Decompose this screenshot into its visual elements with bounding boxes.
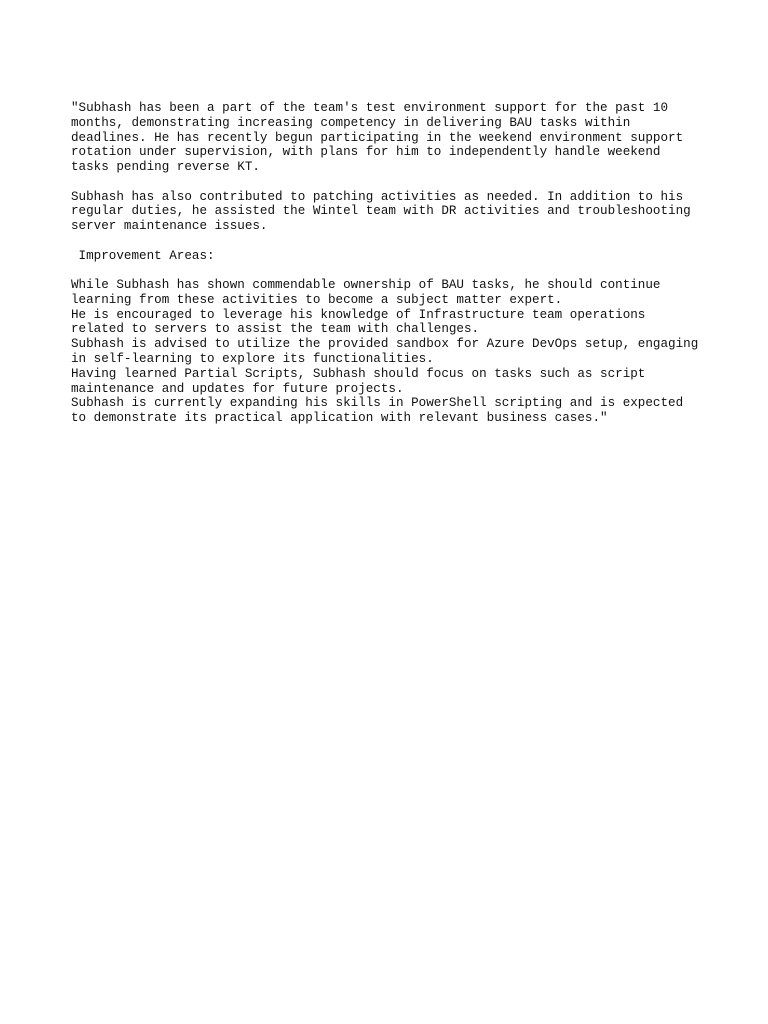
text-line: related to servers to assist the team with challenges. <box>71 322 480 337</box>
improvement-areas-heading: Improvement Areas: <box>71 248 215 263</box>
text-line: Subhash is currently expanding his skills in PowerShell scripting and is expected <box>71 396 684 411</box>
text-line: months, demonstrating increasing competency in delivering BAU tasks within <box>71 115 631 130</box>
text-line: Subhash is advised to utilize the provided sandbox for Azure DevOps setup, engaging <box>71 337 699 352</box>
text-line: While Subhash has shown commendable ownership of BAU tasks, he should continue <box>71 277 661 292</box>
document-body <box>71 101 721 426</box>
paragraph-spacer <box>71 234 721 249</box>
text-line: regular duties, he assisted the Wintel team with DR activities and troubleshooting <box>71 204 691 219</box>
text-line: rotation under supervision, with plans for him to independently handle weekend <box>71 145 661 160</box>
paragraph-spacer <box>71 263 721 278</box>
text-line: Subhash has also contributed to patching activities as needed. In addition to his <box>71 189 684 204</box>
text-line: "Subhash has been a part of the team's test environment support for the past 10 <box>71 101 669 115</box>
text-line: deadlines. He has recently begun participating in the weekend environment support <box>71 130 684 145</box>
text-line: maintenance and updates for future projects. <box>71 381 404 396</box>
text-line: server maintenance issues. <box>71 219 268 234</box>
text-line: tasks pending reverse KT. <box>71 160 260 175</box>
paragraph-spacer <box>71 175 721 190</box>
text-line: He is encouraged to leverage his knowledge of Infrastructure team operations <box>71 307 646 322</box>
text-line: to demonstrate its practical application with relevant business cases." <box>71 411 608 426</box>
paragraph-improvements <box>71 278 721 426</box>
text-line: Having learned Partial Scripts, Subhash should focus on tasks such as script <box>71 366 646 381</box>
paragraph-contributions <box>71 190 721 234</box>
paragraph-intro <box>71 101 721 175</box>
text-line: in self-learning to explore its functionalities. <box>71 351 434 366</box>
text-line: learning from these activities to become a subject matter expert. <box>71 292 563 307</box>
